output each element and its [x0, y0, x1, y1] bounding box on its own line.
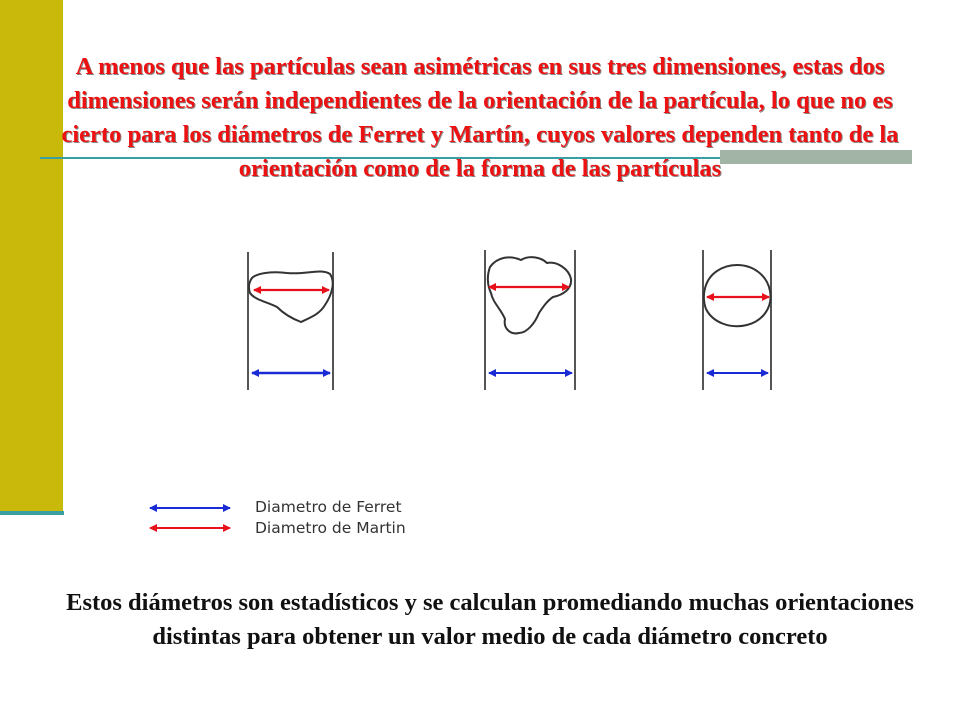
legend-martin-label: Diametro de Martin: [255, 519, 406, 537]
particle-1-outline: [249, 272, 333, 322]
side-accent-bar-edge: [0, 511, 64, 515]
slide-caption: Estos diámetros son estadísticos y se calculan promediando muchas orientaciones distintas para obtener un valor medio de cada diámetro concreto: [66, 589, 914, 650]
diagram-legend: [140, 488, 470, 548]
particle-diameter-diagram: [225, 245, 785, 400]
legend-arrows: [140, 488, 240, 548]
particle-3-group: [703, 250, 771, 390]
particle-1-group: [248, 252, 333, 390]
particle-2-outline: [488, 257, 571, 333]
legend-ferret-label: Diametro de Ferret: [255, 498, 402, 516]
particle-3-outline: [704, 265, 771, 326]
particle-2-group: [485, 250, 575, 390]
slide-title: A menos que las partículas sean asimétricas en sus tres dimensiones, estas dos dimensiones serán independientes de la orientación de la partícula, lo que no es cierto para los diámetros de Ferret y Martín, cuyos valores dependen tanto de la orientación como de la forma de las partículas: [61, 53, 899, 182]
